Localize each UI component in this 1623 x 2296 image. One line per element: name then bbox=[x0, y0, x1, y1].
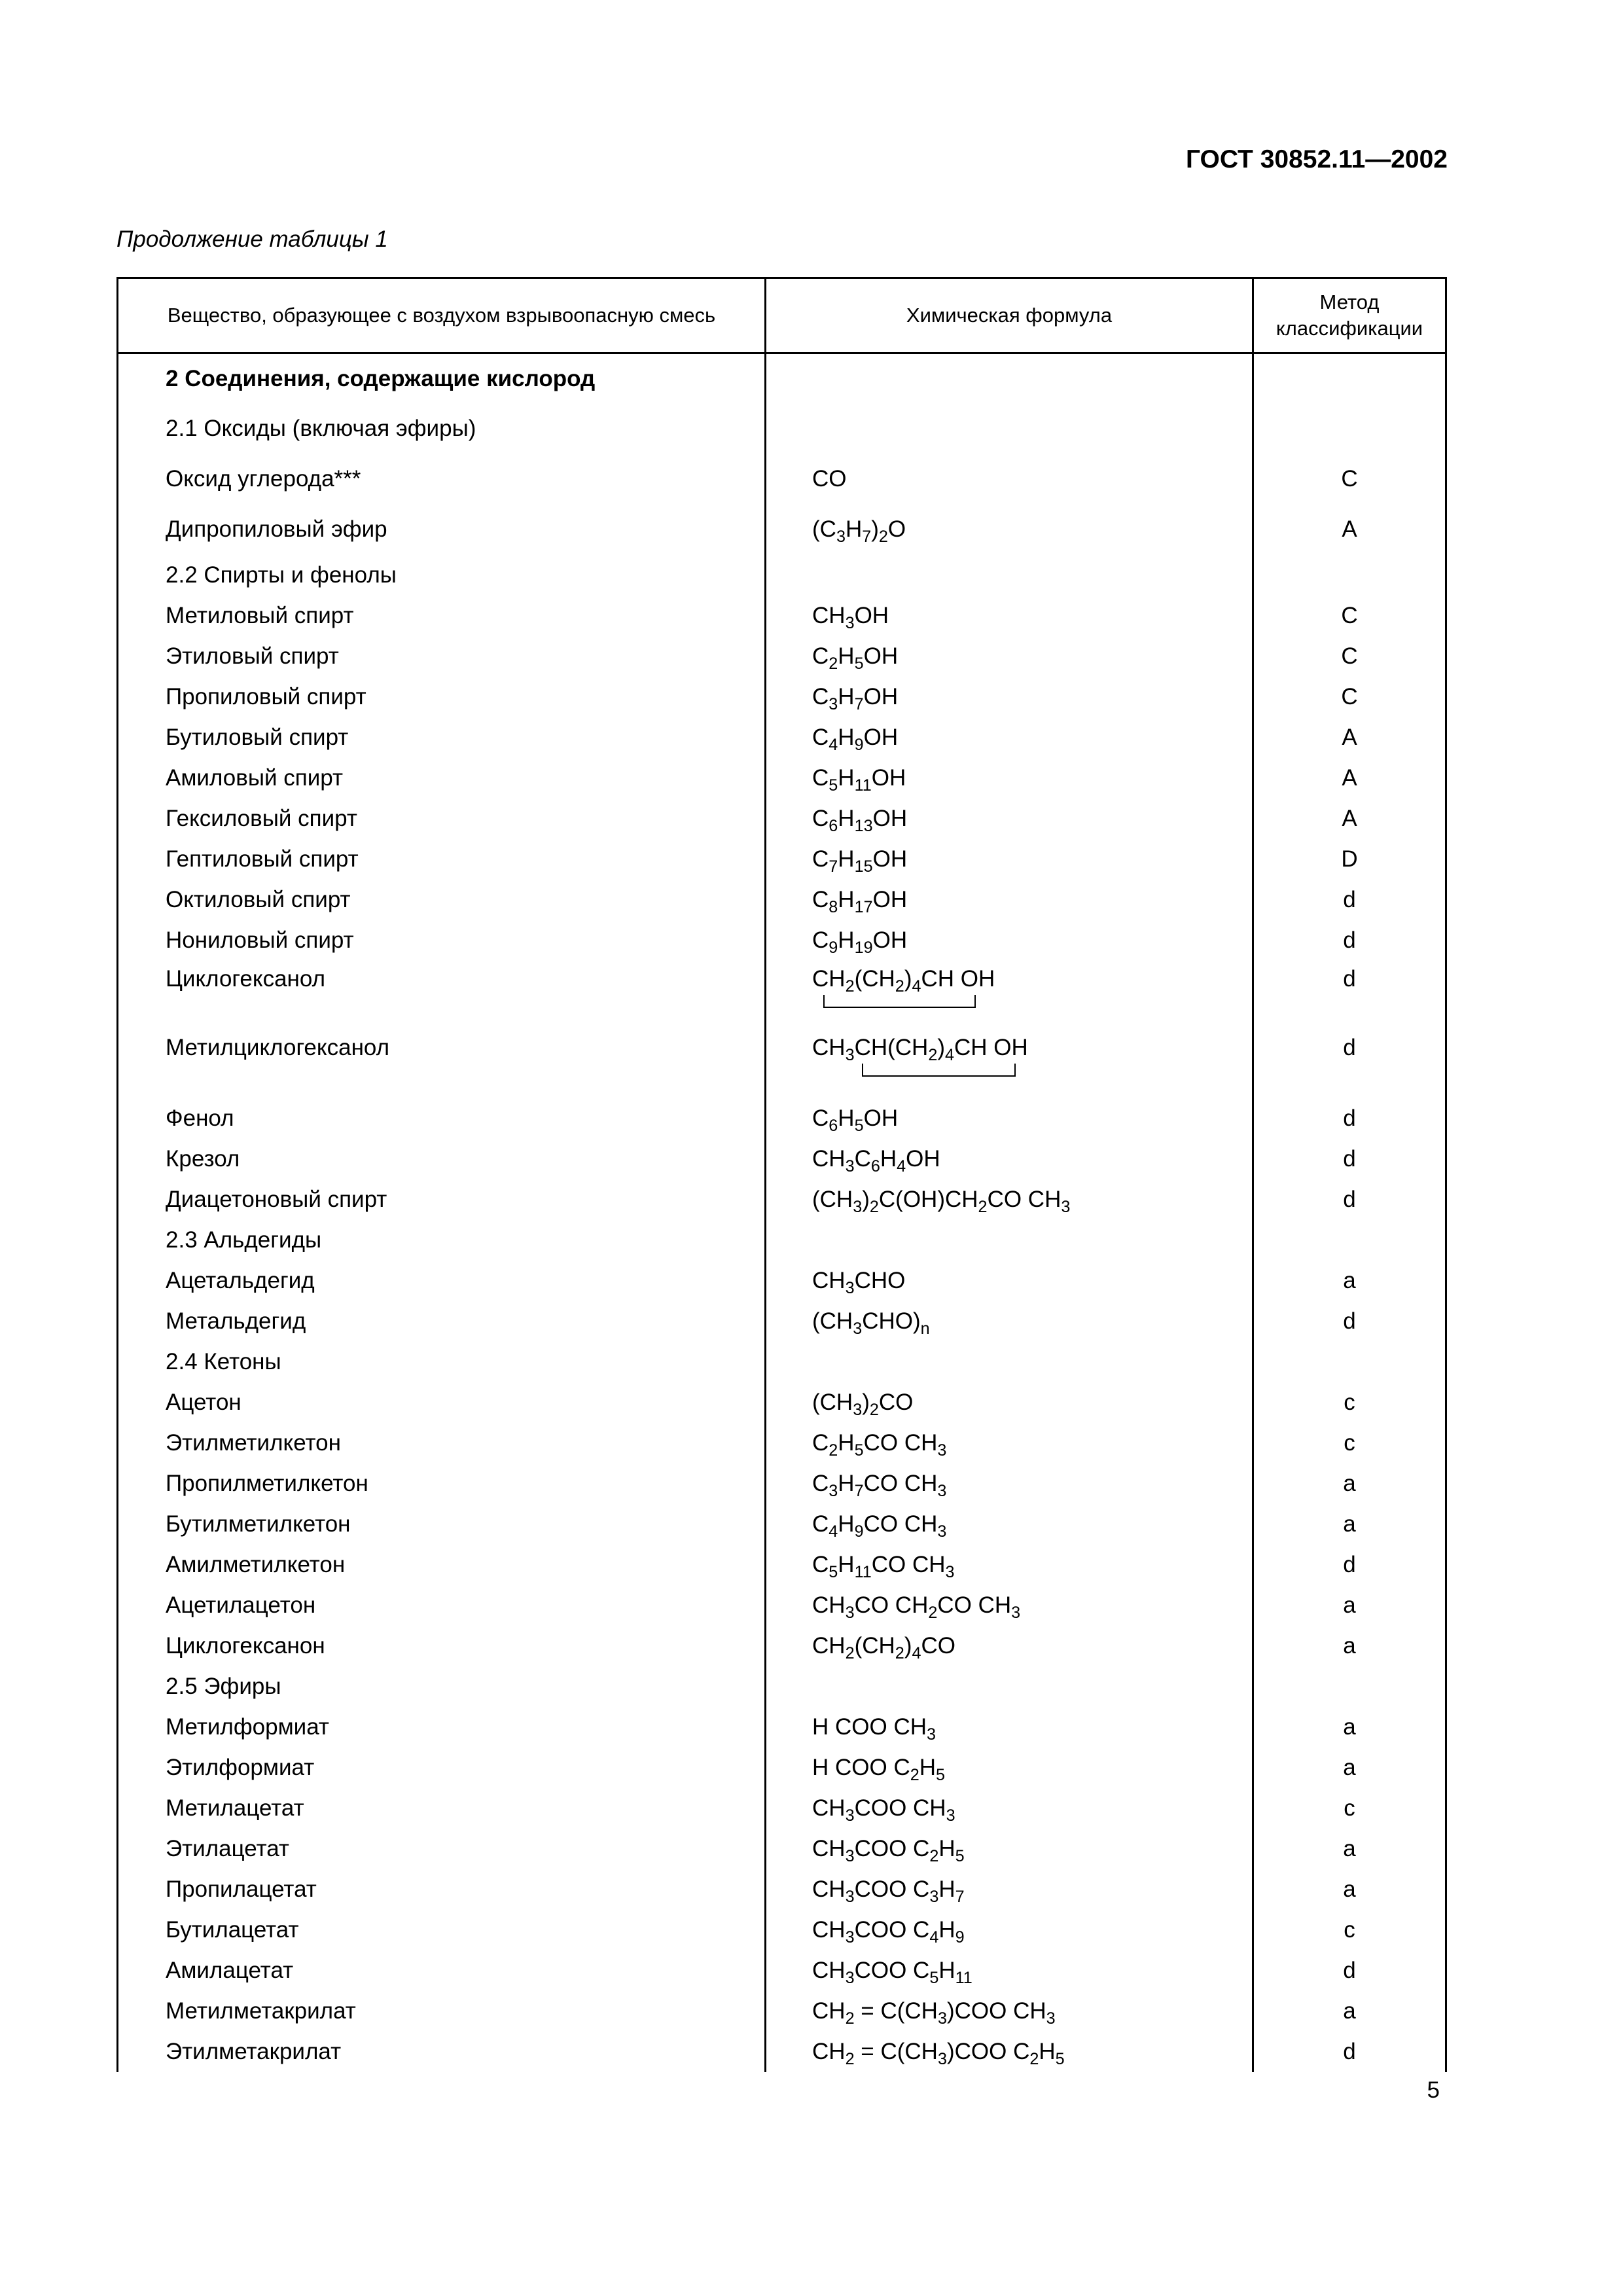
chemical-formula: $CH_3CHO$ bbox=[766, 1261, 1253, 1301]
substance-name: Пропилацетат bbox=[118, 1869, 766, 1910]
classification-method: C bbox=[1253, 636, 1446, 677]
table-row bbox=[118, 1626, 1446, 1666]
classification-method: a bbox=[1253, 1585, 1446, 1626]
chemical-formula: $C_7H_{15}OH$ bbox=[766, 839, 1253, 880]
chemical-formula: $CH_3COO$ $C_4H_9$ bbox=[766, 1910, 1253, 1950]
chemical-formula: $C_2H_5CO$ $CH_3$ bbox=[766, 1423, 1253, 1463]
chemical-formula: $CH_3C_6H_4OH$ bbox=[766, 1139, 1253, 1179]
chemical-formula: H COO $CH_3$ bbox=[766, 1707, 1253, 1748]
chemical-formula: $CH_3COO$ $C_5H_{11}$ bbox=[766, 1950, 1253, 1991]
substance-name: Амилацетат bbox=[118, 1950, 766, 1991]
classification-method bbox=[1253, 1220, 1446, 1261]
substance-name: Бутилацетат bbox=[118, 1910, 766, 1950]
table-header-row bbox=[118, 278, 1446, 353]
classification-method: c bbox=[1253, 1382, 1446, 1423]
classification-method: d bbox=[1253, 1179, 1446, 1220]
substance-name: Метилметакрилат bbox=[118, 1991, 766, 2032]
classification-method: a bbox=[1253, 1463, 1446, 1504]
classification-method bbox=[1253, 1666, 1446, 1707]
classification-method: d bbox=[1253, 1030, 1446, 1098]
subsection-title: 2.2 Спирты и фенолы bbox=[118, 555, 766, 596]
substance-name: Амиловый спирт bbox=[118, 758, 766, 798]
subsection-title: 2.1 Оксиды (включая эфиры) bbox=[118, 404, 766, 454]
classification-method: a bbox=[1253, 1991, 1446, 2032]
substance-name: Бутилметилкетон bbox=[118, 1504, 766, 1545]
substance-name: Ацетон bbox=[118, 1382, 766, 1423]
table-row bbox=[118, 1585, 1446, 1626]
chemical-formula: $(CH_3)_2C(OH)CH_2CO$ $CH_3$ bbox=[766, 1179, 1253, 1220]
chemical-formula bbox=[766, 555, 1253, 596]
classification-method: a bbox=[1253, 1707, 1446, 1748]
table-row bbox=[118, 880, 1446, 920]
classification-method: d bbox=[1253, 880, 1446, 920]
classification-method: A bbox=[1253, 758, 1446, 798]
ring-bracket bbox=[862, 1064, 1016, 1077]
substance-name: Дипропиловый эфир bbox=[118, 505, 766, 555]
substance-name: Гептиловый спирт bbox=[118, 839, 766, 880]
substance-name: Бутиловый спирт bbox=[118, 717, 766, 758]
subsection-row bbox=[118, 1666, 1446, 1707]
table-continuation-label: Продолжение таблицы 1 bbox=[116, 226, 388, 252]
chemical-formula: $CH_2(CH_2)_4CO$ bbox=[766, 1626, 1253, 1666]
section-title: 2 Соединения, содержащие кислород bbox=[118, 353, 766, 404]
table-row bbox=[118, 1991, 1446, 2032]
chemical-formula: $CH_3CH(CH_2)_4CH$ OH bbox=[766, 1030, 1253, 1098]
substance-name: Метилацетат bbox=[118, 1788, 766, 1829]
substance-name: Ацетилацетон bbox=[118, 1585, 766, 1626]
classification-method: d bbox=[1253, 1301, 1446, 1342]
table-row bbox=[118, 636, 1446, 677]
substance-name: Этилацетат bbox=[118, 1829, 766, 1869]
classification-method: C bbox=[1253, 596, 1446, 636]
substance-name: Ацетальдегид bbox=[118, 1261, 766, 1301]
classification-method: a bbox=[1253, 1869, 1446, 1910]
chemical-formula: $C_4H_9OH$ bbox=[766, 717, 1253, 758]
table-row bbox=[118, 1179, 1446, 1220]
classification-method: a bbox=[1253, 1748, 1446, 1788]
table-row bbox=[118, 1707, 1446, 1748]
classification-method: d bbox=[1253, 961, 1446, 1030]
table-row bbox=[118, 677, 1446, 717]
chemical-formula: $C_3H_7CO$ $CH_3$ bbox=[766, 1463, 1253, 1504]
classification-method: D bbox=[1253, 839, 1446, 880]
classification-method: d bbox=[1253, 2032, 1446, 2072]
classification-method bbox=[1253, 1342, 1446, 1382]
substances-table bbox=[116, 277, 1447, 2072]
classification-method: c bbox=[1253, 1788, 1446, 1829]
chemical-formula bbox=[766, 404, 1253, 454]
table-row bbox=[118, 1504, 1446, 1545]
chemical-formula: $C_6H_{13}OH$ bbox=[766, 798, 1253, 839]
classification-method: a bbox=[1253, 1504, 1446, 1545]
subsection-row bbox=[118, 404, 1446, 454]
classification-method: c bbox=[1253, 1423, 1446, 1463]
table-row bbox=[118, 1098, 1446, 1139]
table-row bbox=[118, 1463, 1446, 1504]
chemical-formula: $C_8H_{17}OH$ bbox=[766, 880, 1253, 920]
classification-method: a bbox=[1253, 1626, 1446, 1666]
substance-name: Метиловый спирт bbox=[118, 596, 766, 636]
substance-name: Октиловый спирт bbox=[118, 880, 766, 920]
table-row bbox=[118, 1139, 1446, 1179]
table-row bbox=[118, 1910, 1446, 1950]
substance-name: Диацетоновый спирт bbox=[118, 1179, 766, 1220]
table-row bbox=[118, 798, 1446, 839]
substance-name: Циклогексанон bbox=[118, 1626, 766, 1666]
subsection-row bbox=[118, 1220, 1446, 1261]
document-id: ГОСТ 30852.11—2002 bbox=[1185, 145, 1448, 173]
chemical-formula bbox=[766, 1666, 1253, 1707]
subsection-row bbox=[118, 1342, 1446, 1382]
table-row bbox=[118, 1748, 1446, 1788]
chemical-formula: $C_5H_{11}CO$ $CH_3$ bbox=[766, 1545, 1253, 1585]
substance-name: Нониловый спирт bbox=[118, 920, 766, 961]
table-row bbox=[118, 961, 1446, 1030]
classification-method: C bbox=[1253, 677, 1446, 717]
table-row bbox=[118, 1382, 1446, 1423]
header-substance: Вещество, образующее с воздухом взрывоопасную смесь bbox=[118, 278, 766, 353]
chemical-formula bbox=[766, 1220, 1253, 1261]
substance-name: Пропиловый спирт bbox=[118, 677, 766, 717]
subsection-title: 2.4 Кетоны bbox=[118, 1342, 766, 1382]
classification-method: A bbox=[1253, 505, 1446, 555]
substance-name: Метальдегид bbox=[118, 1301, 766, 1342]
table-row bbox=[118, 1423, 1446, 1463]
table-row bbox=[118, 1545, 1446, 1585]
substance-name: Циклогексанол bbox=[118, 961, 766, 1030]
chemical-formula: $C_4H_9CO$ $CH_3$ bbox=[766, 1504, 1253, 1545]
substance-name: Амилметилкетон bbox=[118, 1545, 766, 1585]
substance-name: Оксид углерода*** bbox=[118, 454, 766, 505]
chemical-formula: $CH_3COO$ $C_3H_7$ bbox=[766, 1869, 1253, 1910]
chemical-formula: $(CH_3)_2CO$ bbox=[766, 1382, 1253, 1423]
table-row bbox=[118, 596, 1446, 636]
subsection-row bbox=[118, 555, 1446, 596]
chemical-formula: $C_5H_{11}OH$ bbox=[766, 758, 1253, 798]
table-row bbox=[118, 758, 1446, 798]
table-row bbox=[118, 454, 1446, 505]
substance-name: Крезол bbox=[118, 1139, 766, 1179]
table-row bbox=[118, 717, 1446, 758]
chemical-formula: $(C_3H_7)_2O$ bbox=[766, 505, 1253, 555]
header-method: Метод классификации bbox=[1253, 278, 1446, 353]
chemical-formula: $CH_2(CH_2)_4CH$ OH bbox=[766, 961, 1253, 1030]
classification-method: d bbox=[1253, 1950, 1446, 1991]
substance-name: Этилформиат bbox=[118, 1748, 766, 1788]
chemical-formula: $C_9H_{19}OH$ bbox=[766, 920, 1253, 961]
chemical-formula: H COO $C_2H_5$ bbox=[766, 1748, 1253, 1788]
substance-name: Пропилметилкетон bbox=[118, 1463, 766, 1504]
table-row bbox=[118, 1869, 1446, 1910]
table-row bbox=[118, 1301, 1446, 1342]
classification-method: a bbox=[1253, 1261, 1446, 1301]
chemical-formula: $CH_3OH$ bbox=[766, 596, 1253, 636]
chemical-formula: $CH_2 = C(CH_3)COO$ $C_2H_5$ bbox=[766, 2032, 1253, 2072]
table-row bbox=[118, 1030, 1446, 1098]
chemical-formula: $CH_3COO$ $CH_3$ bbox=[766, 1788, 1253, 1829]
table-row bbox=[118, 1788, 1446, 1829]
substance-name: Фенол bbox=[118, 1098, 766, 1139]
classification-method: c bbox=[1253, 1910, 1446, 1950]
table-row bbox=[118, 1950, 1446, 1991]
table-row bbox=[118, 920, 1446, 961]
substance-name: Гексиловый спирт bbox=[118, 798, 766, 839]
table-row bbox=[118, 2032, 1446, 2072]
table-row bbox=[118, 839, 1446, 880]
classification-method: d bbox=[1253, 1098, 1446, 1139]
chemical-formula: $CH_3COO$ $C_2H_5$ bbox=[766, 1829, 1253, 1869]
chemical-formula: $(CH_3CHO)_n$ bbox=[766, 1301, 1253, 1342]
ring-bracket bbox=[823, 995, 976, 1008]
chemical-formula: $CH_2 = C(CH_3)COO$ $CH_3$ bbox=[766, 1991, 1253, 2032]
classification-method: a bbox=[1253, 1829, 1446, 1869]
substance-name: Этилметилкетон bbox=[118, 1423, 766, 1463]
chemical-formula: $CH_3CO$ $CH_2CO$ $CH_3$ bbox=[766, 1585, 1253, 1626]
classification-method bbox=[1253, 404, 1446, 454]
chemical-formula: $C_2H_5OH$ bbox=[766, 636, 1253, 677]
classification-method: d bbox=[1253, 920, 1446, 961]
header-formula: Химическая формула bbox=[766, 278, 1253, 353]
substance-name: Этилметакрилат bbox=[118, 2032, 766, 2072]
chemical-formula: CO bbox=[766, 454, 1253, 505]
classification-method: d bbox=[1253, 1139, 1446, 1179]
subsection-title: 2.5 Эфиры bbox=[118, 1666, 766, 1707]
chemical-formula bbox=[766, 1342, 1253, 1382]
classification-method: A bbox=[1253, 717, 1446, 758]
chemical-formula: $C_3H_7OH$ bbox=[766, 677, 1253, 717]
table-row bbox=[118, 1261, 1446, 1301]
classification-method: d bbox=[1253, 1545, 1446, 1585]
substance-name: Метилциклогексанол bbox=[118, 1030, 766, 1098]
classification-method: A bbox=[1253, 798, 1446, 839]
page-number: 5 bbox=[1427, 2077, 1440, 2103]
section-row bbox=[118, 353, 1446, 404]
table-row bbox=[118, 1829, 1446, 1869]
substance-name: Метилформиат bbox=[118, 1707, 766, 1748]
substance-name: Этиловый спирт bbox=[118, 636, 766, 677]
chemical-formula: $C_6H_5OH$ bbox=[766, 1098, 1253, 1139]
table-row bbox=[118, 505, 1446, 555]
subsection-title: 2.3 Альдегиды bbox=[118, 1220, 766, 1261]
classification-method: C bbox=[1253, 454, 1446, 505]
classification-method bbox=[1253, 555, 1446, 596]
